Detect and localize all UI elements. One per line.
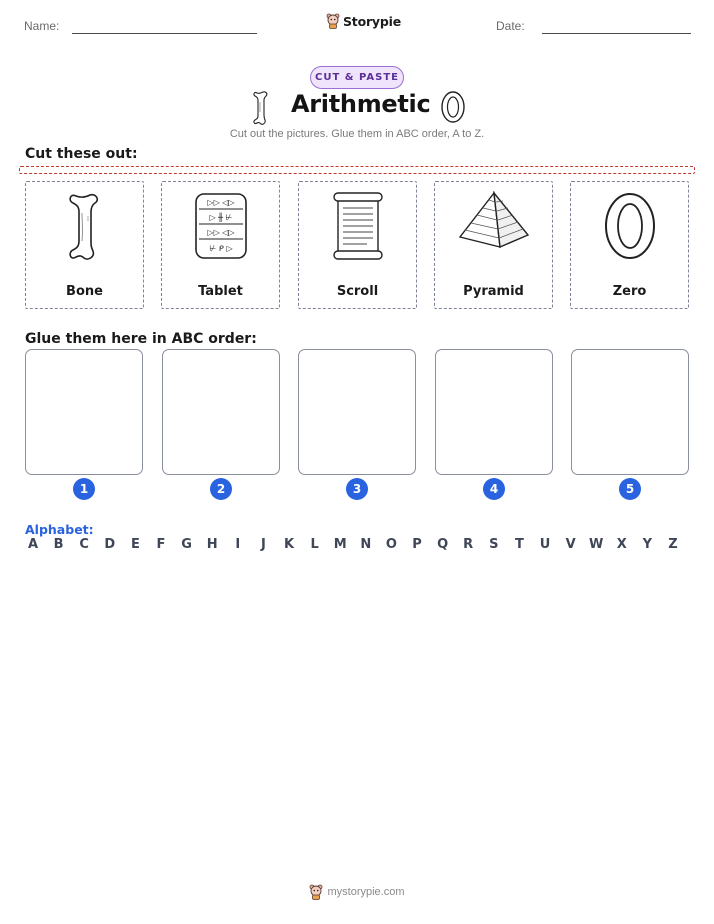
svg-text:▷ ╫ ⊬: ▷ ╫ ⊬ (208, 213, 233, 222)
alphabet-letter: O (385, 537, 397, 552)
cut-heading: Cut these out: (25, 146, 138, 162)
alphabet-letter: Z (668, 537, 678, 552)
card-label: Bone (66, 284, 103, 299)
alphabet-letter: P (412, 537, 422, 552)
card-label: Zero (612, 284, 647, 299)
alphabet-letter: I (235, 537, 241, 552)
footer (0, 884, 714, 900)
instructions: Cut out the pictures. Glue them in ABC order, A to Z. (229, 128, 485, 140)
date-label: Date: (496, 19, 525, 33)
alphabet-letter: U (539, 537, 551, 552)
alphabet-letter: R (463, 537, 474, 552)
alphabet-letter: T (514, 537, 524, 552)
alphabet-letter: N (360, 537, 372, 552)
alphabet-letter: V (565, 537, 576, 552)
alphabet-row (25, 537, 689, 557)
alphabet-letter: D (104, 537, 116, 552)
title-row (0, 90, 714, 126)
storypie-mascot-icon (326, 13, 340, 29)
glue-heading: Glue them here in ABC order: (25, 331, 257, 347)
card-label: Pyramid (463, 284, 524, 299)
bone-icon (252, 90, 270, 126)
alphabet-letter: G (181, 537, 192, 552)
zero-icon (602, 191, 658, 261)
cut-line (19, 166, 695, 174)
alphabet-title: Alphabet: (25, 522, 94, 537)
glue-box-1[interactable] (25, 349, 143, 475)
glue-box-5[interactable] (571, 349, 689, 475)
cuneiform-tablet-icon (193, 191, 249, 261)
svg-text:▷▷ ◁▷: ▷▷ ◁▷ (206, 228, 235, 237)
storypie-mascot-icon (309, 884, 323, 900)
cut-and-paste-badge: CUT & PASTE (310, 66, 404, 89)
pyramid-icon (456, 191, 532, 251)
scroll-icon (329, 191, 387, 261)
name-label: Name: (24, 19, 60, 33)
order-number-3: 3 (346, 478, 368, 500)
order-number-5: 5 (619, 478, 641, 500)
date-line[interactable] (542, 33, 691, 34)
name-line[interactable] (72, 33, 257, 34)
card-label: Scroll (336, 284, 379, 299)
alphabet-letter: Y (642, 537, 653, 552)
glue-box-3[interactable] (298, 349, 416, 475)
order-number-4: 4 (483, 478, 505, 500)
order-number-2: 2 (210, 478, 232, 500)
alphabet-letter: E (130, 537, 140, 552)
alphabet-letter: C (79, 537, 89, 552)
alphabet-letter: Q (437, 537, 449, 552)
alphabet-letter: K (283, 537, 295, 552)
cut-card-bone[interactable] (25, 181, 144, 309)
alphabet-letter: F (156, 537, 166, 552)
page-title: Arithmetic (291, 90, 431, 118)
cut-card-pyramid[interactable] (434, 181, 553, 309)
svg-text:▷▷ ◁▷: ▷▷ ◁▷ (206, 198, 235, 207)
alphabet-letter: A (27, 537, 39, 552)
brand-logo (326, 13, 401, 29)
alphabet-letter: B (53, 537, 64, 552)
zero-icon (440, 90, 466, 124)
alphabet-letter: L (310, 537, 319, 552)
card-label: Tablet (198, 284, 243, 299)
cut-card-tablet[interactable] (161, 181, 280, 309)
brand-name: Storypie (343, 13, 401, 29)
glue-box-4[interactable] (435, 349, 553, 475)
footer-url[interactable]: mystorypie.com (327, 886, 405, 898)
alphabet-letter: S (489, 537, 499, 552)
alphabet-letter: W (589, 537, 604, 552)
cut-card-zero[interactable] (570, 181, 689, 309)
order-number-1: 1 (73, 478, 95, 500)
alphabet-letter: M (333, 537, 347, 552)
bone-icon (65, 191, 105, 263)
svg-text:⊬ ᑭ ▷: ⊬ ᑭ ▷ (208, 244, 233, 253)
cut-card-scroll[interactable] (298, 181, 417, 309)
alphabet-letter: X (616, 537, 627, 552)
alphabet-letter: J (260, 537, 266, 552)
glue-box-2[interactable] (162, 349, 280, 475)
alphabet-letter: H (206, 537, 218, 552)
